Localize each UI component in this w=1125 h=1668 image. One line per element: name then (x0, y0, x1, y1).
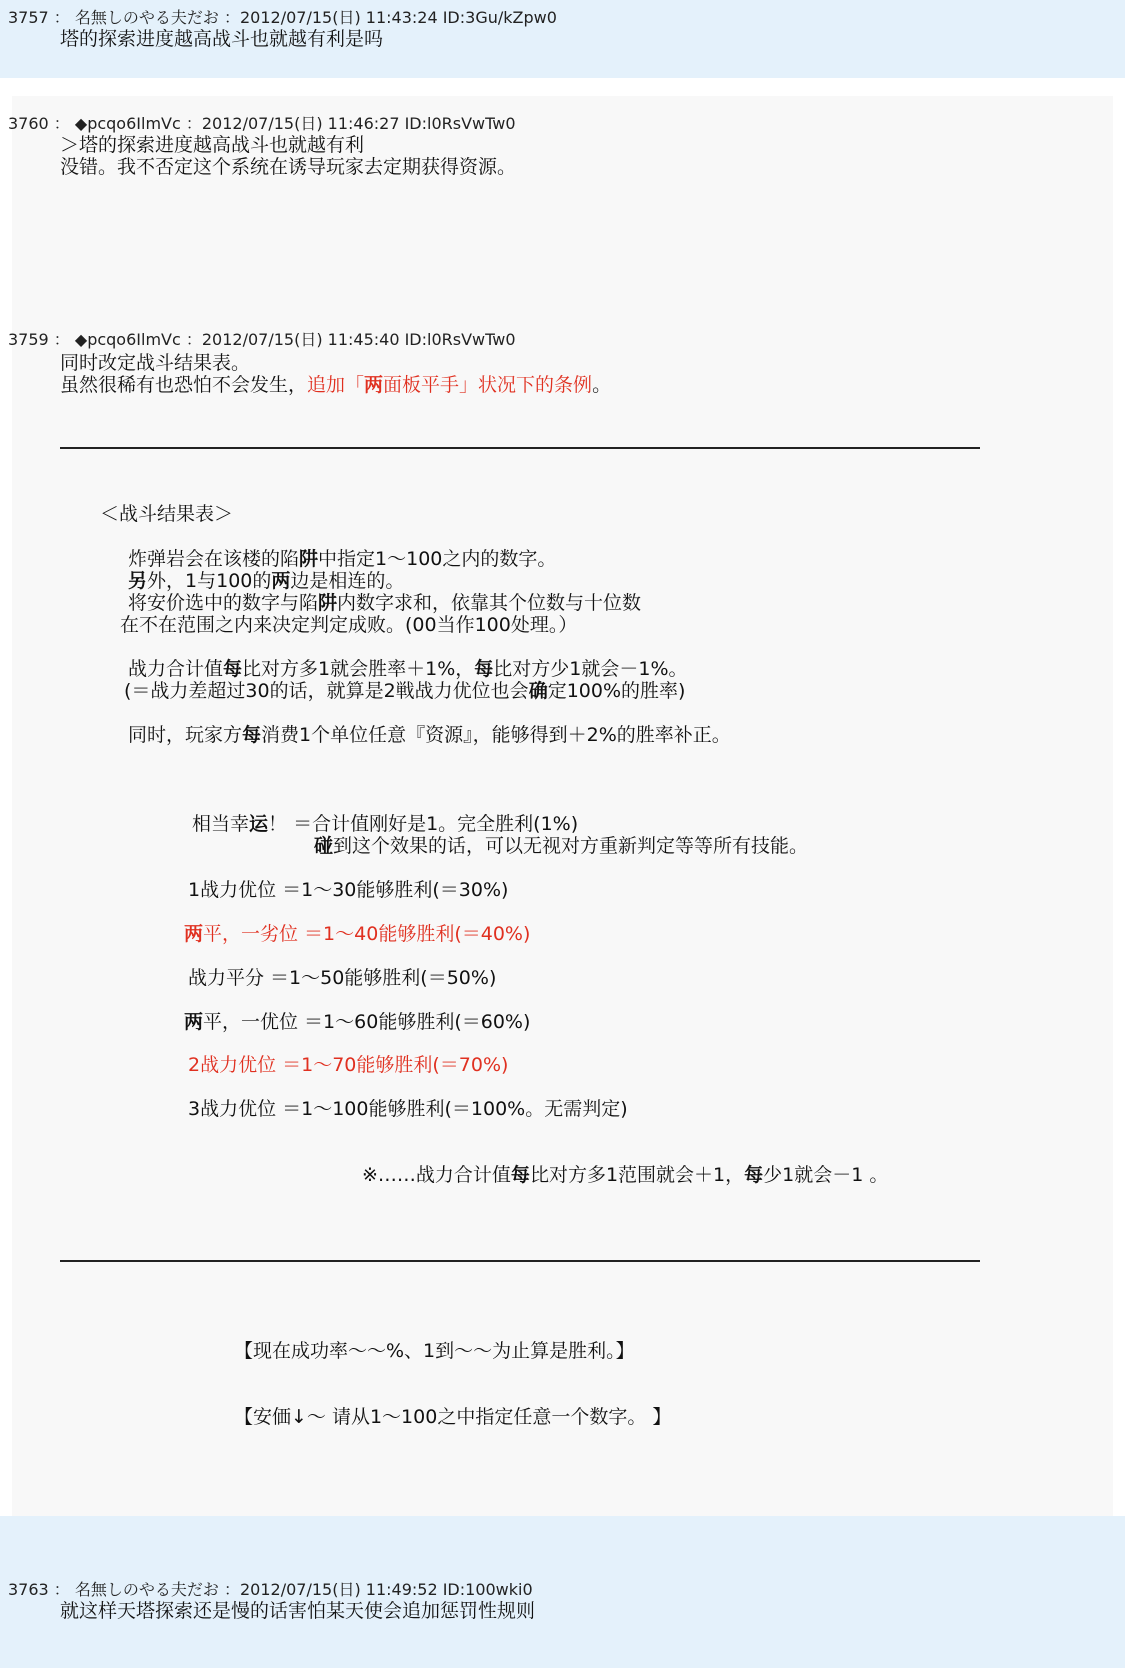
lucky-line: 相当幸运！ ＝合计值刚好是1。完全胜利(1%) (192, 813, 579, 835)
rule-line: 另外，1与100的两边是相连的。 (128, 570, 405, 592)
post-header: 3763 ： 名無しのやる夫だお ：2012/07/15(日) 11:49:52 ID:100wki0 (8, 1580, 533, 1599)
rule-line: 同时，玩家方每消费1个单位任意『资源』，能够得到＋2%的胜率补正。 (128, 724, 731, 746)
post-body: 塔的探索进度越高战斗也就越有利是吗 (60, 28, 384, 50)
table-row: 战力平分 ＝1～50能够胜利(＝50%) (188, 967, 497, 989)
post-line: 同时改定战斗结果表。 (60, 352, 251, 374)
rule-line: 战力合计值每比对方多1就会胜率＋1%，每比对方少1就会－1%。 (128, 658, 688, 680)
rule-line: 炸弹岩会在该楼的陷阱中指定1～100之内的数字。 (128, 548, 557, 570)
post-body: 就这样天塔探索还是慢的话害怕某天使会追加惩罚性规则 (60, 1600, 536, 1622)
divider (60, 1260, 980, 1262)
table-row: 两平，一劣位 ＝1～40能够胜利(＝40%) (184, 923, 531, 945)
table-row: 2战力优位 ＝1～70能够胜利(＝70%) (188, 1054, 509, 1076)
post-header: 3759 ： ◆pcqo6IlmVc ：2012/07/15(日) 11:45:40 ID:l0RsVwTw0 (8, 330, 516, 349)
table-row: 3战力优位 ＝1～100能够胜利(＝100%。无需判定) (188, 1098, 628, 1120)
footer-line: 【现在成功率～～%、1到～～为止算是胜利。】 (234, 1340, 635, 1362)
table-note: ※……战力合计值每比对方多1范围就会＋1，每少1就会－1 。 (362, 1164, 889, 1186)
highlight-text: 追加「两面板平手」状况下的条例 (307, 374, 593, 396)
table-title: ＜战斗结果表＞ (100, 503, 234, 525)
table-row: 两平，一优位 ＝1～60能够胜利(＝60%) (184, 1011, 531, 1033)
rule-line: (＝战力差超过30的话，就算是2戦战力优位也会确定100%的胜率) (124, 680, 686, 702)
lucky-line: 碰到这个效果的话，可以无视对方重新判定等等所有技能。 (314, 835, 809, 857)
post-body: 没错。我不否定这个系统在诱导玩家去定期获得资源。 (60, 156, 517, 178)
divider (60, 447, 980, 449)
table-row: 1战力优位 ＝1～30能够胜利(＝30%) (188, 879, 509, 901)
post-quote: ＞塔的探索进度越高战斗也就越有利 (60, 134, 365, 156)
rule-line: 将安价选中的数字与陷阱内数字求和，依靠其个位数与十位数 (128, 592, 642, 614)
footer-line: 【安価↓～ 请从1～100之中指定任意一个数字。 】 (234, 1406, 672, 1428)
post-line: 虽然很稀有也恐怕不会发生，追加「两面板平手」状况下的条例。 (60, 374, 612, 396)
post-header: 3760 ： ◆pcqo6IlmVc ：2012/07/15(日) 11:46:27 ID:l0RsVwTw0 (8, 114, 516, 133)
post-header: 3757 ： 名無しのやる夫だお ：2012/07/15(日) 11:43:24 ID:3Gu/kZpw0 (8, 8, 557, 27)
rule-line: 在不在范围之内来决定判定成败。(00当作100处理。） (120, 614, 578, 636)
